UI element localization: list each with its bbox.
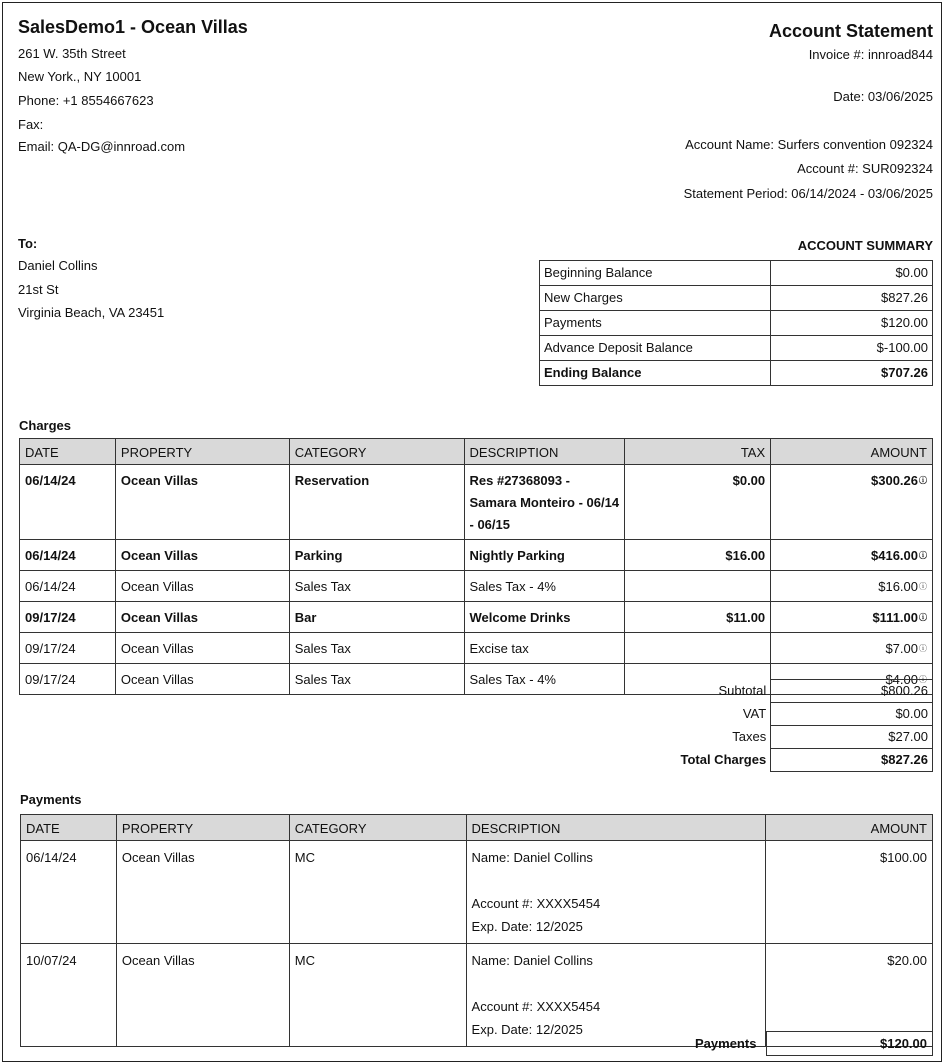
subtotal-label: Subtotal: [718, 682, 767, 698]
table-row: [20, 540, 933, 571]
taxes-label: Taxes: [732, 728, 767, 744]
cell-amount: [771, 540, 933, 571]
cell-property: Ocean Villas: [115, 465, 289, 540]
amount-value: $416.00: [871, 548, 918, 563]
statement-page: [2, 2, 942, 1062]
cell-amount: $20.00: [766, 944, 933, 1047]
account-name: Account Name: Surfers convention 092324: [685, 137, 933, 152]
summary-row-ending: [540, 361, 933, 386]
info-icon[interactable]: ⓘ: [919, 476, 927, 485]
card-exp: Exp. Date: 12/2025: [471, 919, 583, 934]
col-amount: AMOUNT: [771, 439, 933, 465]
cell-description: Sales Tax - 4%: [464, 664, 625, 695]
summary-value: $0.00: [771, 261, 933, 286]
cell-date: 06/14/24: [20, 540, 116, 571]
summary-label: Beginning Balance: [540, 261, 771, 286]
payments-section-title: Payments: [20, 792, 82, 807]
summary-row: [540, 311, 933, 336]
amount-value: $7.00: [885, 641, 918, 656]
charges-header-row: [20, 439, 933, 465]
cell-category: Sales Tax: [289, 633, 464, 664]
col-property: PROPERTY: [116, 815, 289, 841]
charges-section-title: Charges: [19, 418, 72, 433]
table-row: [20, 633, 933, 664]
table-row: [20, 602, 933, 633]
cell-category: Bar: [289, 602, 464, 633]
table-row: [20, 571, 933, 602]
totals-row: [569, 680, 933, 703]
info-icon[interactable]: ⓘ: [919, 644, 927, 653]
cell-amount: $100.00: [766, 841, 933, 944]
cell-category: Reservation: [289, 465, 464, 540]
cell-description: [466, 841, 766, 944]
cell-amount: [771, 602, 933, 633]
cell-tax: $0.00: [625, 465, 771, 540]
col-property: PROPERTY: [115, 439, 289, 465]
card-account: Account #: XXXX5454: [471, 999, 601, 1014]
to-street: 21st St: [18, 282, 59, 297]
card-account: Account #: XXXX5454: [471, 896, 601, 911]
cell-date: 09/17/24: [20, 602, 116, 633]
cell-date: 09/17/24: [20, 664, 116, 695]
cell-tax: [625, 633, 771, 664]
amount-value: $111.00: [872, 610, 918, 625]
subtotal-value: $800.26: [771, 680, 933, 703]
col-category: CATEGORY: [289, 439, 464, 465]
summary-label: New Charges: [540, 286, 771, 311]
cell-property: Ocean Villas: [115, 540, 289, 571]
totals-row: [569, 726, 933, 749]
payments-table: [20, 814, 933, 1047]
summary-value: $-100.00: [771, 336, 933, 361]
cell-property: Ocean Villas: [115, 633, 289, 664]
account-summary-table: [539, 260, 933, 386]
amount-value: $300.26: [871, 473, 918, 488]
payments-total-value: $120.00: [766, 1031, 933, 1056]
payments-total-label: Payments: [695, 1036, 757, 1051]
hotel-phone: Phone: +1 8554667623: [18, 93, 154, 108]
summary-row: [540, 261, 933, 286]
taxes-value: $27.00: [771, 726, 933, 749]
cell-description: Excise tax: [464, 633, 625, 664]
total-charges-label: Total Charges: [680, 751, 767, 767]
table-row: [21, 841, 933, 944]
statement-date: Date: 03/06/2025: [833, 89, 933, 104]
cell-date: 09/17/24: [20, 633, 116, 664]
cell-category: MC: [289, 944, 466, 1047]
info-icon[interactable]: ⓘ: [919, 613, 927, 622]
totals-row: [569, 703, 933, 726]
cell-property: Ocean Villas: [115, 664, 289, 695]
hotel-email: Email: QA-DG@innroad.com: [18, 139, 186, 154]
cell-description: Welcome Drinks: [464, 602, 625, 633]
amount-value: $16.00: [878, 579, 918, 594]
cell-description: [466, 944, 766, 1047]
total-charges-value: $827.26: [771, 749, 933, 772]
cell-description: Sales Tax - 4%: [464, 571, 625, 602]
hotel-fax: Fax:: [18, 117, 44, 132]
summary-label: Payments: [540, 311, 771, 336]
cell-tax: [625, 571, 771, 602]
invoice-number: Invoice #: innroad844: [808, 47, 933, 62]
to-city: Virginia Beach, VA 23451: [18, 305, 165, 320]
info-icon[interactable]: ⓘ: [919, 582, 927, 591]
cell-property: Ocean Villas: [115, 571, 289, 602]
cell-description: Nightly Parking: [464, 540, 625, 571]
col-amount: AMOUNT: [766, 815, 933, 841]
cell-amount: [771, 571, 933, 602]
hotel-address-2: New York., NY 10001: [18, 69, 142, 84]
charges-table: [19, 438, 933, 695]
col-tax: TAX: [625, 439, 771, 465]
cell-property: Ocean Villas: [115, 602, 289, 633]
cell-tax: $16.00: [625, 540, 771, 571]
payer-name: Name: Daniel Collins: [471, 953, 593, 968]
table-row: [20, 465, 933, 540]
info-icon[interactable]: ⓘ: [919, 675, 927, 684]
cell-date: 06/14/24: [20, 465, 116, 540]
charge-totals-table: [569, 679, 933, 772]
card-exp: Exp. Date: 12/2025: [471, 1022, 583, 1037]
account-number: Account #: SUR092324: [797, 161, 933, 176]
cell-category: Parking: [289, 540, 464, 571]
cell-amount: [771, 465, 933, 540]
vat-value: $0.00: [771, 703, 933, 726]
amount-value: $4.00: [885, 672, 918, 687]
hotel-address-1: 261 W. 35th Street: [18, 46, 126, 61]
cell-date: 10/07/24: [21, 944, 117, 1047]
payments-header-row: [21, 815, 933, 841]
hotel-name: SalesDemo1 - Ocean Villas: [18, 17, 248, 37]
to-label: To:: [18, 236, 38, 251]
cell-tax: $11.00: [625, 602, 771, 633]
summary-value: $827.26: [771, 286, 933, 311]
col-date: DATE: [21, 815, 117, 841]
to-name: Daniel Collins: [18, 258, 98, 273]
cell-category: MC: [289, 841, 466, 944]
vat-label: VAT: [742, 705, 767, 721]
totals-row: [569, 749, 933, 772]
statement-title: Account Statement: [768, 21, 933, 41]
summary-label: Ending Balance: [540, 361, 771, 386]
cell-category: Sales Tax: [289, 571, 464, 602]
cell-description: Res #27368093 - Samara Monteiro - 06/14 - 06/15: [464, 465, 625, 540]
cell-amount: [771, 633, 933, 664]
cell-date: 06/14/24: [21, 841, 117, 944]
info-icon[interactable]: ⓘ: [919, 551, 927, 560]
summary-value: $120.00: [771, 311, 933, 336]
summary-row: [540, 286, 933, 311]
col-description: DESCRIPTION: [464, 439, 625, 465]
summary-value: $707.26: [771, 361, 933, 386]
cell-property: Ocean Villas: [116, 841, 289, 944]
col-category: CATEGORY: [289, 815, 466, 841]
account-summary-title: ACCOUNT SUMMARY: [797, 238, 933, 253]
cell-category: Sales Tax: [289, 664, 464, 695]
cell-date: 06/14/24: [20, 571, 116, 602]
statement-period: Statement Period: 06/14/2024 - 03/06/2025: [683, 186, 933, 201]
summary-row: [540, 336, 933, 361]
payer-name: Name: Daniel Collins: [471, 850, 593, 865]
col-date: DATE: [20, 439, 116, 465]
col-description: DESCRIPTION: [466, 815, 766, 841]
summary-label: Advance Deposit Balance: [540, 336, 771, 361]
cell-property: Ocean Villas: [116, 944, 289, 1047]
